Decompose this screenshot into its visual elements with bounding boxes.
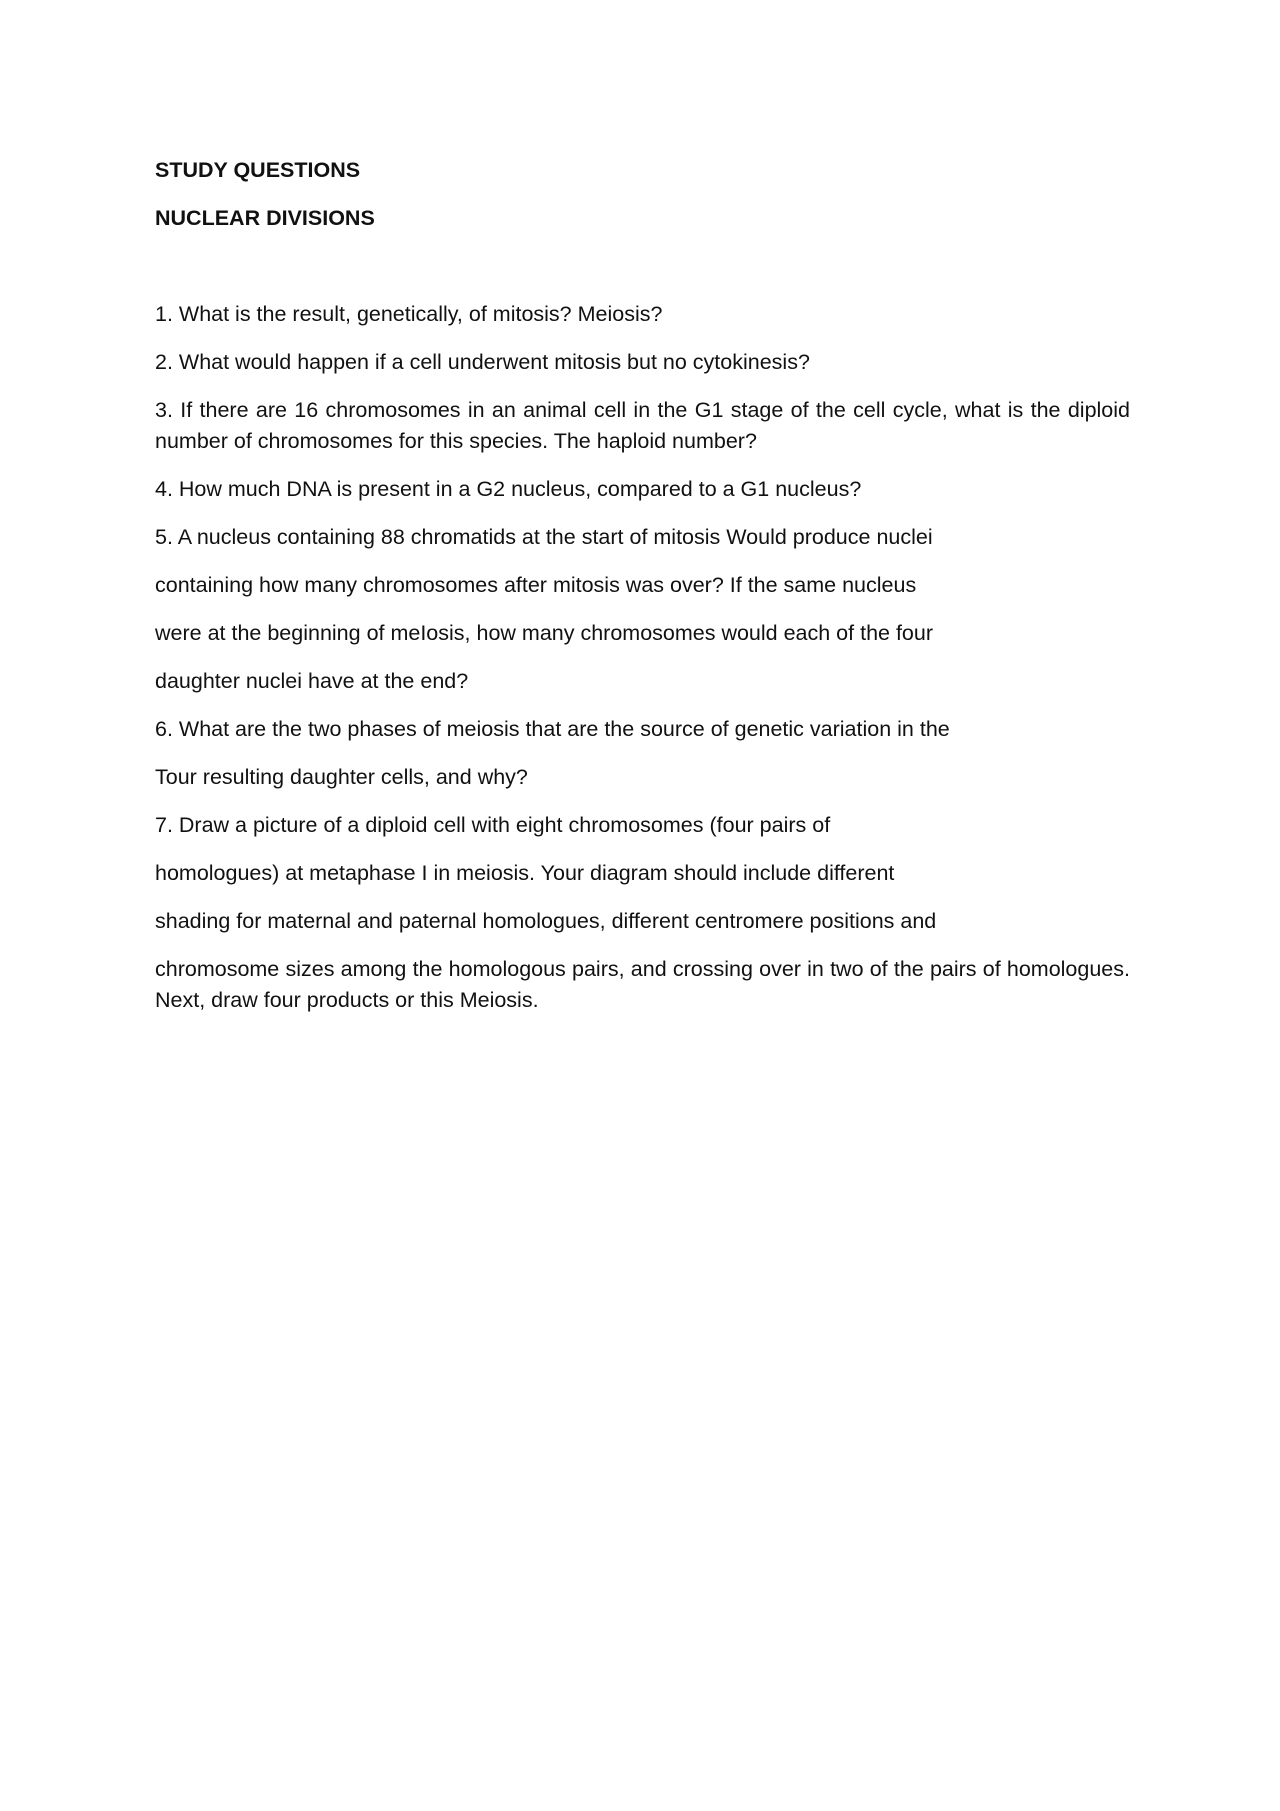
question-5-line-3: were at the beginning of meIosis, how many chromosomes would each of the four xyxy=(155,621,933,645)
question-7-line-2: homologues) at metaphase I in meiosis. Your diagram should include different xyxy=(155,861,895,885)
question-6-line-1: 6. What are the two phases of meiosis that are the source of genetic variation in the xyxy=(155,717,950,741)
question-4: 4. How much DNA is present in a G2 nucleus, compared to a G1 nucleus? xyxy=(155,477,862,501)
spacer xyxy=(155,251,1130,299)
document-body xyxy=(155,155,1130,1033)
question-5-line-1: 5. A nucleus containing 88 chromatids at the start of mitosis Would produce nuclei xyxy=(155,525,933,549)
question-7-line-1: 7. Draw a picture of a diploid cell with eight chromosomes (four pairs of xyxy=(155,813,831,837)
question-5-line-4: daughter nuclei have at the end? xyxy=(155,669,469,693)
document-subtitle: NUCLEAR DIVISIONS xyxy=(155,206,375,230)
document-title: STUDY QUESTIONS xyxy=(155,158,361,182)
question-7-line-4: chromosome sizes among the homologous pairs, and crossing over in two of the pairs of homologues. Next, draw four products or this Meiosis. xyxy=(155,957,1130,1012)
question-1: 1. What is the result, genetically, of mitosis? Meiosis? xyxy=(155,302,663,326)
question-3: 3. If there are 16 chromosomes in an animal cell in the G1 stage of the cell cycle, what is the diploid number of chromosomes for this species. The haploid number? xyxy=(155,398,1130,453)
question-6-line-2: Tour resulting daughter cells, and why? xyxy=(155,765,528,789)
question-5-line-2: containing how many chromosomes after mitosis was over? If the same nucleus xyxy=(155,573,917,597)
question-7-line-3: shading for maternal and paternal homologues, different centromere positions and xyxy=(155,909,937,933)
question-2: 2. What would happen if a cell underwent mitosis but no cytokinesis? xyxy=(155,350,810,374)
